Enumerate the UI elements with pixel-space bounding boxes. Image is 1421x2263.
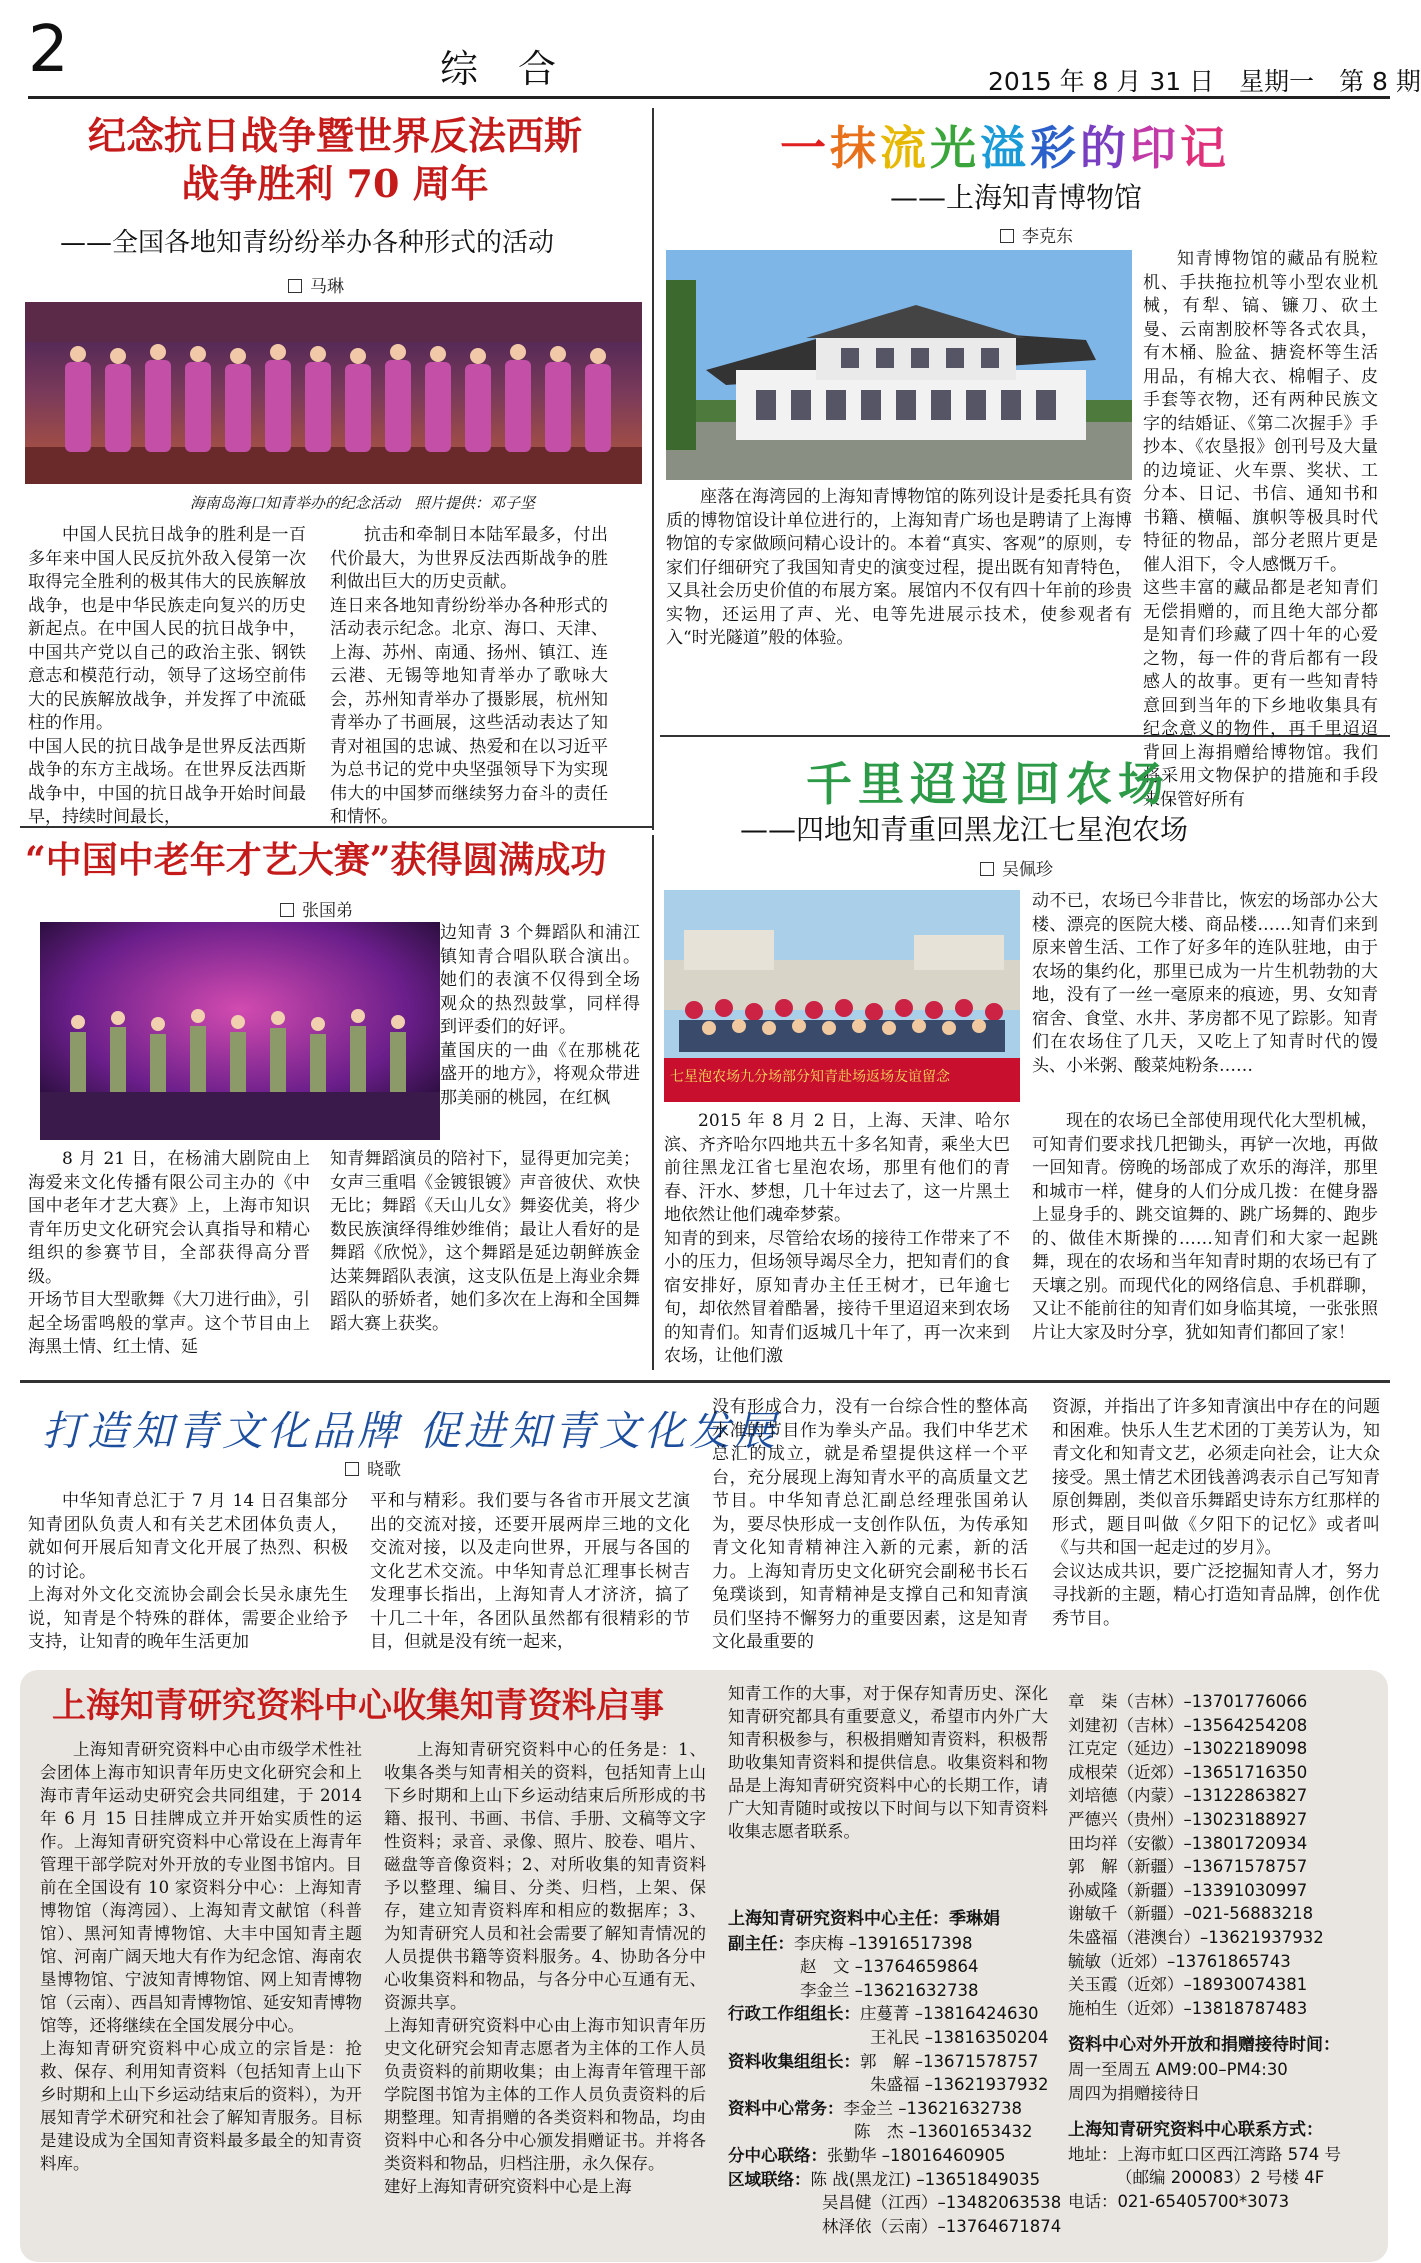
body-text: 平和与精彩。我们要与各省市开展文艺演出的交流对接，还要开展两岸三地的文化交流对接，以及走向世界，开展与各国的文化艺术交流。中华知青总汇理事长树吉发理事长指出，上海知青人才济济，搞了十几二十年，各团队虽然都有很精彩的节目，但就是没有统一起来， [370,1491,690,1652]
article-subtitle: ——上海知青博物馆 [890,181,1143,214]
article-subtitle: ——全国各地知青纷纷举办各种形式的活动 [60,228,555,258]
contact-list-staff [728,1908,1062,2238]
notice-body-col2 [384,1738,706,2256]
body-text: 知青舞蹈演员的陪衬下，显得更加完美；女声三重唱《金镀银镀》声音彼伏、欢快无比；舞蹈《天山儿女》舞姿优美，将少数民族演绎得维妙维俏；最让人看好的是舞蹈《欣悦》，这个舞蹈是延边朝鲜族金达莱舞蹈队表演，这支队伍是上海业余舞蹈队的骄娇者，她们多次在上海和全国舞蹈大赛上获奖。 [330,1149,640,1334]
body-text: 知青博物馆的藏品有脱粒机、手扶拖拉机等小型农业机械，有犁、镐、镰刀、砍土曼、云南割胶杯等各式农具，有木桶、脸盆、搪瓷杯等生活用品，有棉大衣、棉帽子、皮手套等衣物，还有两种民族文字的结婚证、《第二次握手》手抄本、《农垦报》创刊号及大量的边境证、火车票、奖状、工分本、日记、书信、通知书和书籍、横幅、旗帜等极具时代特征的物品，部分老照片更是催人泪下，令人感慨万千。 这些丰富的藏品都是老知青们无偿捐赠的，而且绝大部分都是知青们珍藏了四十年的心爱之物，每一件的背后都有一段感人的故事。更有一些知青特意回到当年的下乡地收集具有纪念意义的物件，再千里迢迢背回上海捐赠给博物馆。我们将采用文物保护的措施和手段来保管好所有 [1143,249,1378,810]
title-line: 纪念抗日战争暨世界反法西斯 [87,113,582,158]
title-char: 彩 [1030,121,1080,175]
body-text: 8 月 21 日，在杨浦大剧院由上海爱来文化传播有限公司主办的《中国中老年才艺大赛》上，上海市知识青年历史文化研究会认真指导和精心组织的参赛节目，全部获得高分晋级。 开场节目大型歌舞《大刀进行曲》，引起全场雷鸣般的掌声。这个节目由上海黑土情、红土情、延 [28,1149,310,1357]
standing-contact: 李金兰 –13621632738 [843,2098,1022,2118]
deputy-contact: 李庆梅 –13916517398 [794,1933,973,1953]
body-text: 座落在海湾园的上海知青博物馆的陈列设计是委托具有资质的博物馆设计单位进行的，上海知青广场也是聘请了上海博物馆的专家做顾问精心设计的。本着“真实、客观”的原则，专家们仔细研究了我国知青史的演变过程，提出既有知青特色，又具社会历史价值的布展方案。展馆内不仅有四十年前的珍贵实物，还运用了声、光、电等先进展示技术，使参观者有入“时光隧道”般的体验。 [666,487,1132,648]
article-body-culture-col2 [370,1490,690,1662]
photo-banner-text: 七星泡农场九分场部分知青赴场返场友谊留念 [670,1069,950,1085]
region-contact: 刘培德（内蒙）–13122863827 [1068,1786,1308,1806]
body-text: 知青工作的大事，对于保存知青历史、深化知青研究都具有重要意义，希望市内外广大知青积极参与，积极捐赠知青资料，积极帮助收集知青资料和提供信息。收集资料和物品是上海知青研究资料中心的长期工作，请广大知青随时或按以下时间与以下知青资料收集志愿者联系。 [728,1684,1048,1841]
title-char: 流 [880,121,930,175]
hours-line: 周四为捐赠接待日 [1068,2083,1200,2103]
article-title-contest: “中国中老年才艺大赛”获得圆满成功 [25,839,607,881]
body-text: 现在的农场已全部使用现代化大型机械，可知青们要求找几把锄头，再铲一次地，再做一回知青。傍晚的场部成了欢乐的海洋，那里和城市一样，健身的人们分成几拨：在健身器上显身手的、跳交谊舞的、跳广场舞的、跑步的、做佳木斯操的……知青们和大家一起跳舞，现在的农场和当年知青时期的农场已有了天壤之别。而现代化的网络信息、手机群聊，又让不能前往的知青们如身临其境，一张张照片让大家及时分享，犹如知青们都回了家！ [1032,1111,1378,1343]
title-char: 光 [930,121,980,175]
contact-list-regions [1068,1690,1378,2213]
byline: 晓歌 [345,1455,401,1480]
title-char: 抹 [830,121,880,175]
body-text: 2015 年 8 月 2 日，上海、天津、哈尔滨、齐齐哈尔四地共五十多名知青，乘坐大巴前往黑龙江省七星泡农场，那里有他们的青春、汗水、梦想，几十年过去了，这一片黑土地依然让他们魂牵梦萦。 知青的到来，尽管给农场的接待工作带来了不小的压力，但场领导竭尽全力，把知青们的食宿安排好，原知青办主任王树才，已年逾七旬，却依然冒着酷暑，接待千里迢迢来到农场的知青们。知青们返城几十年了，再一次来到农场，让他们激 [664,1111,1010,1366]
region-contact: 谢敏千（新疆）–021-56883218 [1068,1904,1314,1924]
photo-farm-group [664,890,1020,1102]
byline: 马琳 [288,272,344,297]
phone-line: 电话：021-65405700*3073 [1068,2191,1290,2211]
article-body-culture-col1 [28,1490,348,1662]
stage-choir-illustration [25,302,642,484]
branch-contact: 张勤华 –18016460905 [827,2145,1006,2165]
page-number: 2 [28,13,69,87]
collect-contact: 郭 解 –13671578757 [860,2051,1039,2071]
region-contact: 严德兴（贵州）–13023188927 [1068,1809,1308,1829]
photo-dance-stage [40,922,440,1140]
region-contact: 朱盛福（港澳台）–13621937932 [1068,1927,1324,1947]
collect-row [728,2050,1048,2074]
title-char: 的 [1080,121,1130,175]
rainbow-title-text [780,121,1230,175]
section-divider [20,1380,1390,1383]
region-contact: 章 柒（吉林）–13701776066 [1068,1692,1308,1711]
title-char: 溢 [980,121,1030,175]
dance-stage-illustration [40,922,440,1140]
collect-contact: 朱盛福 –13621937932 [870,2075,1049,2095]
article-body-culture-col3 [712,1396,1028,1662]
title-char: 印 [1130,121,1180,175]
body-text: 边知青 3 个舞蹈队和浦江镇知青合唱队联合演出。她们的表演不仅得到全场观众的热烈鼓掌，同样得到评委们的好评。 董国庆的一曲《在那桃花盛开的地方》，将观众带进那美丽的桃园，在红枫 [440,923,640,1108]
photo-caption: 海南岛海口知青举办的纪念活动 照片提供：邓子坚 [190,494,536,512]
article-subtitle: ——四地知青重回黑龙江七星泡农场 [740,813,1189,846]
standing-label: 资料中心常务： [728,2098,844,2118]
region-contact: 陈 战(黑龙江) –13651849035 [810,2169,1041,2189]
region-contact: 郭 解（新疆）–13671578757 [1068,1857,1308,1877]
article-title-museum [780,112,1230,178]
standing-row [728,2097,1048,2121]
hours-title: 资料中心对外开放和捐赠接待时间： [1068,2035,1340,2056]
byline: 李克东 [1000,222,1073,247]
region-contact: 孙威隆（新疆）–13391030997 [1068,1880,1308,1900]
collect-label: 资料收集组组长： [728,2051,860,2071]
title-line: 战争胜利 70 周年 [181,160,489,206]
spacer [1068,2105,1378,2119]
region-contact: 田均祥（安徽）–13801720934 [1068,1833,1308,1853]
region-contact: 刘建初（吉林）–13564254208 [1068,1715,1308,1735]
body-text: 动不已，农场已今非昔比，恢宏的场部办公大楼、漂亮的医院大楼、商品楼……知青们来到原来曾生活、工作了好多年的连队驻地，由于农场的集约化，那里已成为一片生机勃勃的大地，没有了一丝一毫原来的痕迹，男、女知青宿舍、食堂、水井、茅房都不见了踪影。知青们在农场住了几天，又吃上了知青时代的馒头、小米粥、酸菜炖粉条…… [1032,891,1378,1076]
header-rule [28,96,1390,99]
article-body-farm-leftbottom [664,1110,1010,1372]
admin-contact: 庄蔓菁 –13816424630 [860,2004,1039,2024]
branch-label: 分中心联络： [728,2145,827,2165]
region-contact: 关玉霞（近郊）–18930074381 [1068,1975,1308,1995]
contact-title: 上海知青研究资料中心联系方式： [1068,2120,1323,2141]
region-contact: 成根荣（近郊）–13651716350 [1068,1762,1308,1782]
region-contact: 江克定（延边）–13022189098 [1068,1739,1308,1759]
standing-contact: 陈 杰 –13601653432 [854,2122,1033,2142]
title-char: 一 [780,121,830,175]
column-divider [652,108,654,830]
region-contact: 施柏生（近郊）–13818787483 [1068,1998,1308,2018]
article-body-col2 [330,524,608,827]
notice-body-col3 [728,1682,1048,1902]
notice-body-col1 [40,1738,362,2256]
section-name: 综合 [440,47,597,91]
branch-row [728,2144,1048,2168]
hours-line: 周一至周五 AM9:00–PM4:30 [1068,2059,1288,2079]
article-body-museum-right [1143,248,1378,810]
spacer [1068,2020,1378,2034]
photo-memorial-event [25,302,642,484]
article-title-culture: 打造知青文化品牌 促进知青文化发展 [42,1407,780,1455]
director-line: 上海知青研究资料中心主任：季琳娟 [728,1909,1000,1929]
title-char: 记 [1180,121,1230,175]
deputy-row [728,1932,1048,1956]
admin-contact: 王礼民 –13816350204 [870,2027,1049,2047]
deputy-contact: 李金兰 –13621632738 [800,1980,979,2000]
region-contact: 吴昌健（江西）–13482063538 [822,2193,1062,2213]
article-title-farm: 千里迢迢回农场 [806,757,1170,811]
article-body-col1 [28,524,306,827]
byline: 吴佩珍 [980,855,1053,880]
address-line: 地址：上海市虹口区西江湾路 574 号 [1068,2144,1341,2164]
address-line: （邮编 200083）2 号楼 4F [1116,2168,1325,2188]
body-text: 上海知青研究资料中心的任务是：1、收集各类与知青相关的资料，包括知青上山下乡时期和上山下乡运动结束后所形成的书籍、报刊、书画、书信、手册、文稿等文字性资料；录音、录像、照片、胶卷、唱片、磁盘等音像资料；2、对所收集的知青资料予以整理、编目、分类、归档，上架、保存，建立知青资料库和相应的数据库；3、为知青研究人员和社会需要了解知青情况的人员提供书籍等资料服务。4、协助各分中心收集资料和物品，与各分中心互通有无、资源共享。 上海知青研究资料中心由上海市知识青年历史文化研究会知青志愿者为主体的工作人员负责资料的前期收集；由上海青年管理干部学院图书馆为主体的工作人员负责资料的后期整理。知青捐赠的各类资料和物品，均由资料中心和各分中心颁发捐赠证书。并将各类资料和物品，归档注册，永久保存。 建好上海知青研究资料中心是上海 [384,1740,706,2196]
date-line: 2015 年 8 月 31 日 星期一 第 8 期 [988,67,1421,96]
body-text: 上海知青研究资料中心由市级学术性社会团体上海市知识青年历史文化研究会和上海市青年运动史研究会共同组建，于 2014 年 6 月 15 日挂牌成立并开始实质性的运作。上海知青研究资料中心常设在上海青年管理干部学院对外开放的专业图书馆内。目前在全国设有 10 家资料分中心：上海知青博物馆（海湾园）、上海知青文献馆（科普馆）、黑河知青博物馆、大丰中国知青主题馆、河南广阔天地大有作为纪念馆、海南农垦博物馆、宁波知青博物馆、网上知青博物馆（云南）、西昌知青博物馆、延安知青博物馆等，还将继续在全国发展分中心。 上海知青研究资料中心成立的宗旨是：抢救、保存、利用知青资料（包括知青上山下乡时期和上山下乡运动结束后的资料），为开展知青学术研究和社会了解知青服务。目标是建设成为全国知青资料最多最全的知青资料库。 [40,1740,362,2173]
photo-museum-building [666,250,1132,480]
body-text: 中华知青总汇于 7 月 14 日召集部分知青团队负责人和有关艺术团体负责人，就如何开展后知青文化开展了热烈、积极的讨论。 上海对外文化交流协会副会长吴永康先生说，知青是个特殊的群体，需要企业给予支持，让知青的晚年生活更加 [28,1491,348,1652]
deputy-label: 副主任： [728,1933,794,1953]
article-body-farm-rightbottom [1032,1110,1378,1372]
byline: 张国弟 [280,896,353,921]
article-body-contest-leftbottom [28,1148,310,1372]
region-contact: 毓敏（近郊）–13761865743 [1068,1951,1291,1971]
admin-row [728,2002,1048,2026]
article-body-culture-col4 [1052,1396,1380,1662]
article-body-museum-lower [666,486,1132,728]
museum-building-illustration [666,250,1132,480]
region-label: 区域联络： [728,2169,811,2189]
article-body-contest-righttop [440,922,640,1140]
body-text: 抗击和牵制日本陆军最多，付出代价最大，为世界反法西斯战争的胜利做出巨大的历史贡献。 连日来各地知青纷纷举办各种形式的活动表示纪念。北京、海口、天津、上海、苏州、南通、扬州、镇江、连云港、无锡等地知青举办了歌咏大会，苏州知青举办了摄影展，杭州知青举办了书画展，这些活动表达了知青对祖国的忠诚、热爱和在以习近平为总书记的党中央坚强领导下为实现伟大的中国梦而继续努力奋斗的责任和情怀。 [330,525,608,827]
deputy-contact: 赵 文 –13764659864 [800,1957,979,1977]
body-text: 中国人民抗日战争的胜利是一百多年来中国人民反抗外敌入侵第一次取得完全胜利的极其伟大的民族解放战争，也是中华民族走向复兴的历史新起点。在中国人民的抗日战争中，中国共产党以自己的政治主张、钢铁意志和模范行动，领导了这场空前伟大的民族解放战争，并发挥了中流砥柱的作用。 中国人民的抗日战争是世界反法西斯战争的东方主战场。在世界反法西斯战争中，中国的抗日战争开始时间最早，持续时间最长， [28,525,306,827]
article-title-anniversary [30,112,640,207]
body-text: 资源，并指出了许多知青演出中存在的问题和困难。快乐人生艺术团的丁美芳认为，知青文化和知青文艺，必须走向社会，让大众接受。黑土情艺术团钱善鸿表示自己写知青原创舞剧，类似音乐舞蹈史诗东方红那样的形式，题目叫做《夕阳下的记忆》或者叫《与共和国一起走过的岁月》。 会议达成共识，要广泛挖掘知青人才，努力寻找新的主题，精心打造知青品牌，创作优秀节目。 [1052,1397,1380,1629]
body-text: 没有形成合力，没有一台综合性的整体高水准的节目作为拳头产品。我们中华艺术总汇的成立，就是希望提供这样一个平台，充分展现上海知青水平的高质量文艺节目。中华知青总汇副总经理张国弟认为，要尽快形成一支创作队伍，为传承知青文化知青精神注入新的元素，新的活力。上海知青历史文化研究会副秘书长石兔璞谈到，知青精神是支撑自己和知青演员们坚持不懈努力的重要因素，这是知青文化最重要的 [712,1397,1028,1652]
article-body-contest-rightbottom [330,1148,640,1372]
article-body-farm-righttop [1032,890,1378,1108]
notice-title: 上海知青研究资料中心收集知青资料启事 [52,1686,664,1726]
region-row [728,2168,1048,2192]
admin-label: 行政工作组组长： [728,2004,860,2024]
region-contact: 林泽依（云南）–13764671874 [822,2216,1062,2236]
column-divider [652,835,654,1370]
